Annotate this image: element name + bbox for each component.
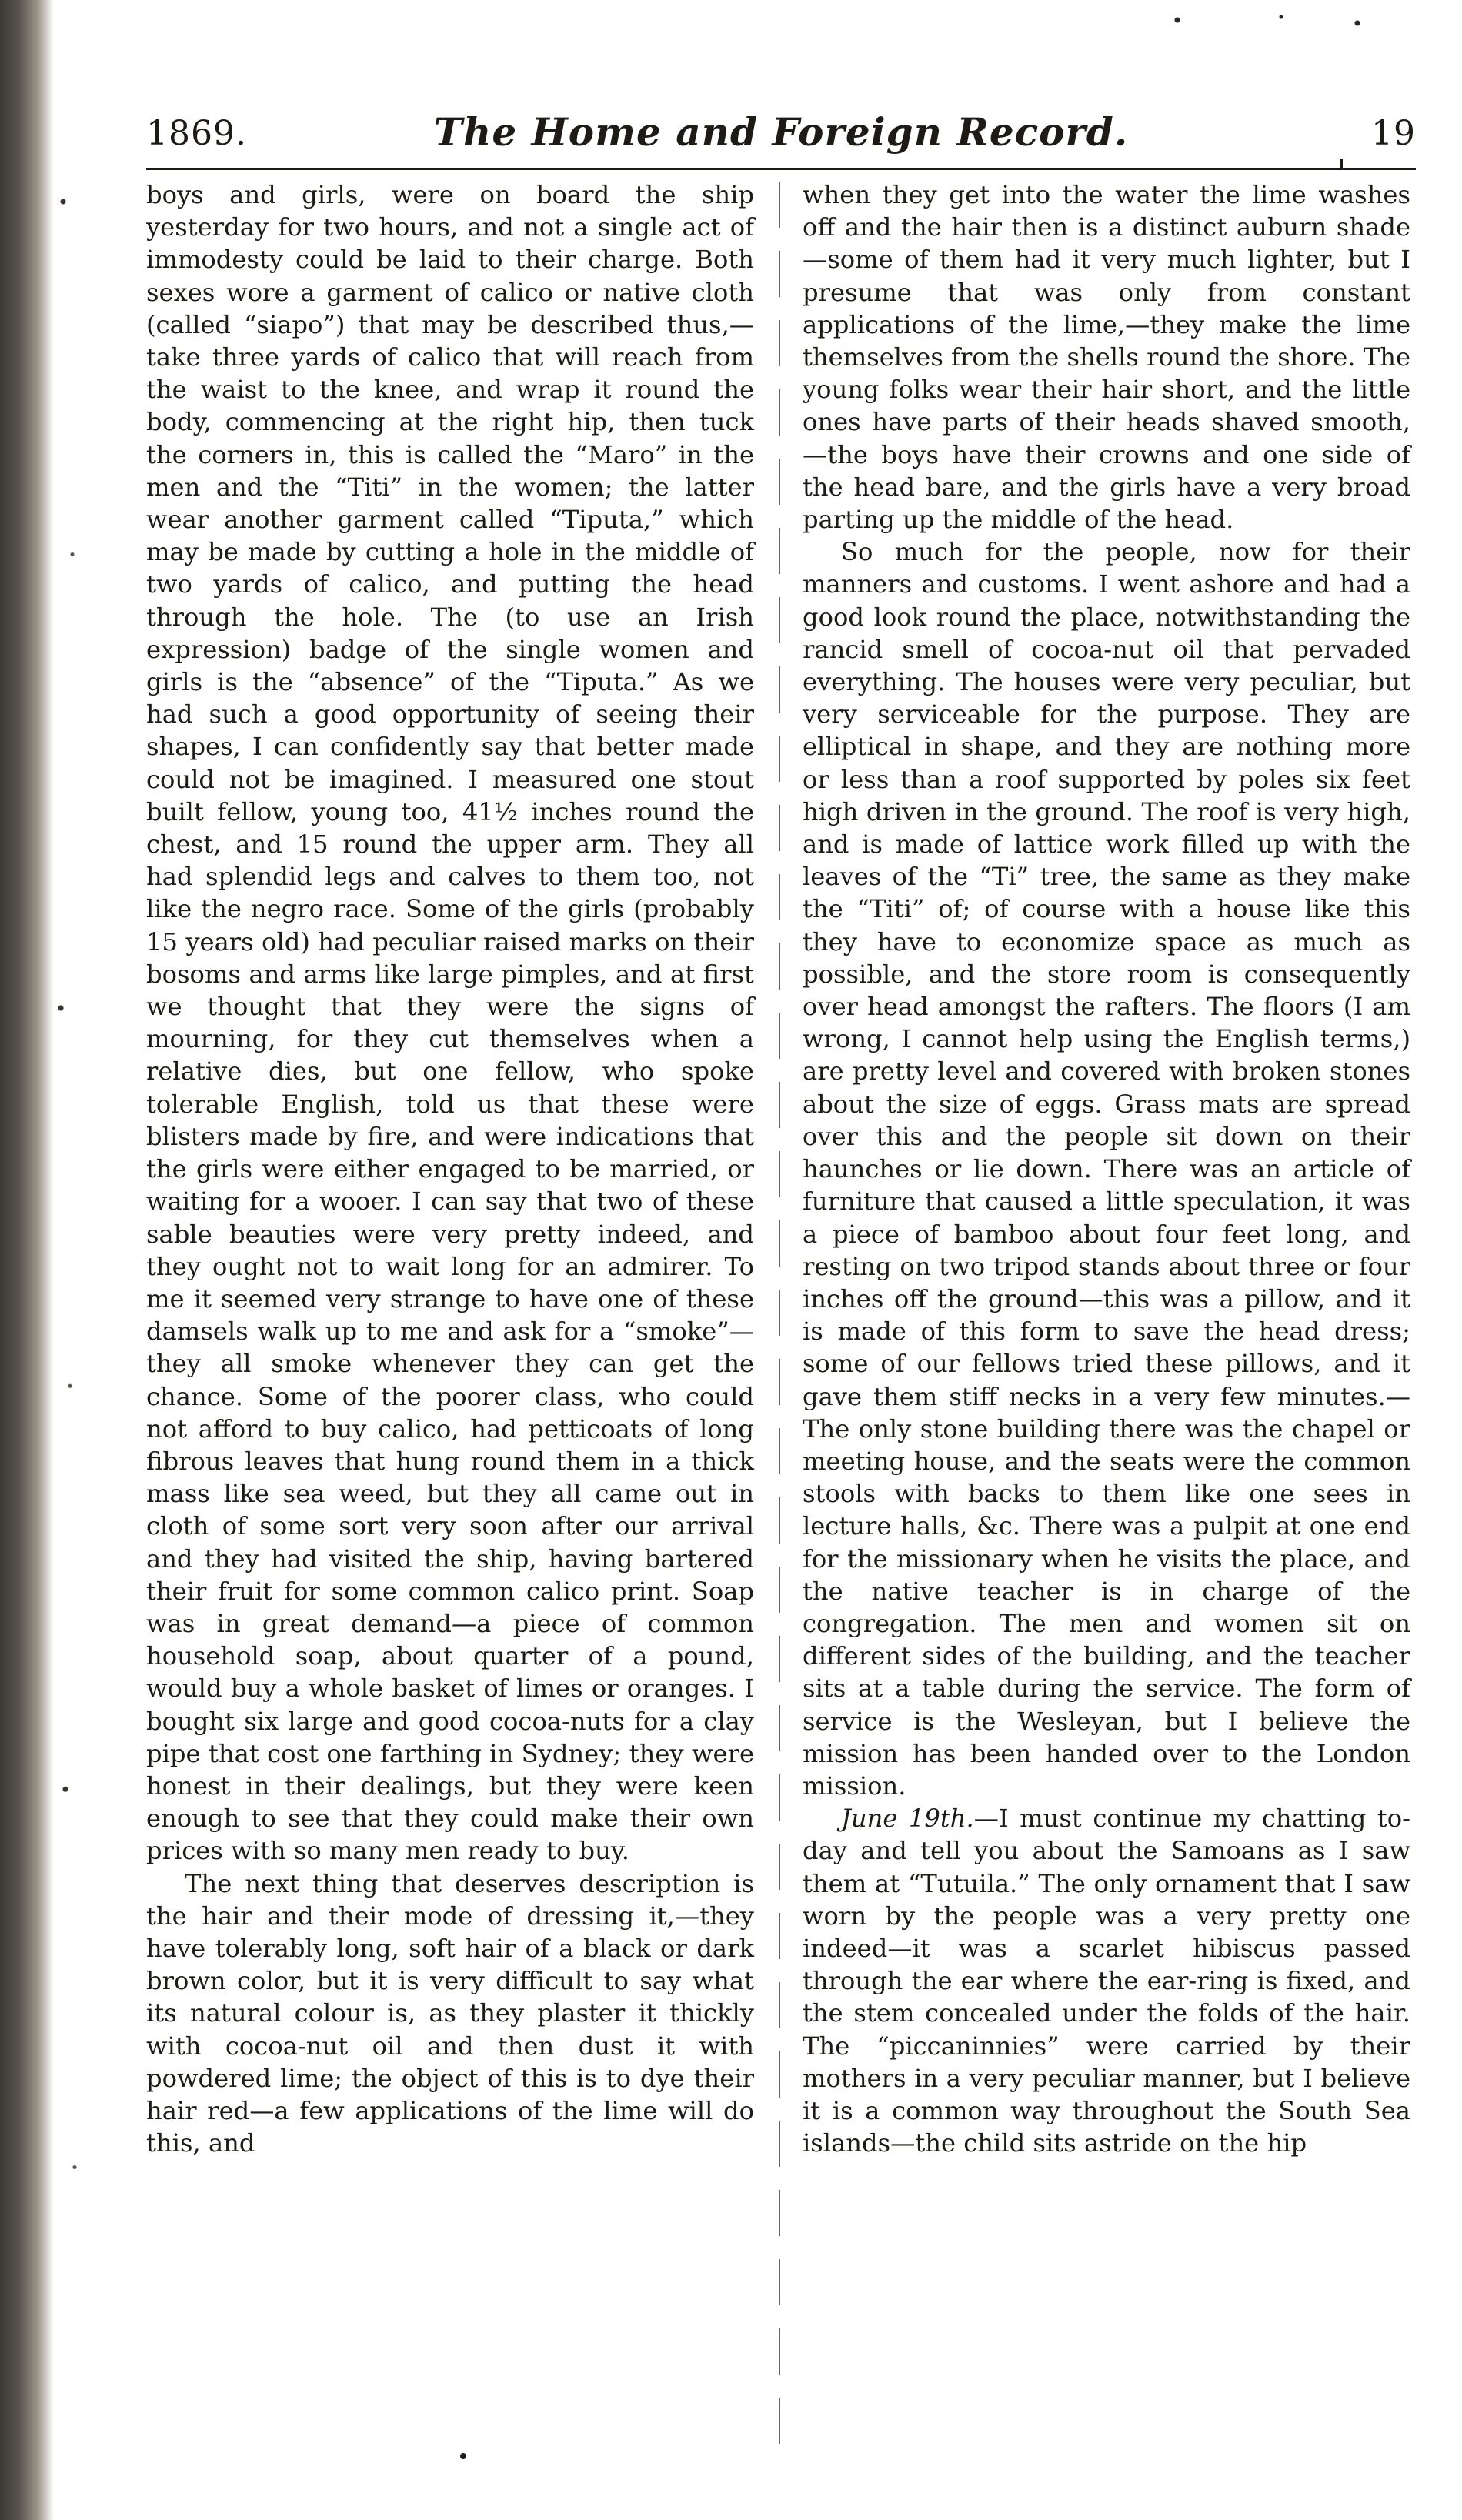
right-column <box>803 179 1410 2159</box>
left-paragraph-1: boys and girls, were on board the ship yesterday for two hours, and not a single act of immodesty could be laid to their charge. Both sexes wore a garment of calico or native cloth (called “siapo”) that may be described thus,—take three yards of calico that will reach from the waist to the knee, and wrap it round the body, commencing at the right hip, then tuck the corners in, this is called the “Maro” in the men and the “Titi” in the women; the latter wear another garment called “Tiputa,” which may be made by cutting a hole in the middle of two yards of calico, and putting the head through the hole. The (to use an Irish expression) badge of the single women and girls is the “absence” of the “Tiputa.” As we had such a good opportunity of seeing their shapes, I can confidently say that better made could not be imagined. I measured one stout built fellow, young too, 41½ inches round the chest, and 15 round the upper arm. They all had splendid legs and calves to them too, not like the negro race. Some of the girls (probably 15 years old) had peculiar raised marks on their bosoms and arms like large pimples, and at first we thought that they were the signs of mourning, for they cut themselves when a relative dies, but one fellow, who spoke tolerable English, told us that these were blisters made by fire, and were indications that the girls were either engaged to be married, or waiting for a wooer. I can say that two of these sable beauties were very pretty indeed, and they ought not to wait long for an admirer. To me it seemed very strange to have one of these damsels walk up to me and ask for a “smoke”—they all smoke whenever they can get the chance. Some of the poorer class, who could not afford to buy calico, had petticoats of long fibrous leaves that hung round them in a thick mass like sea weed, but they all came out in cloth of some sort very soon after our arrival and they had visited the ship, having bartered their fruit for some common calico print. Soap was in great demand—a piece of common household soap, about quarter of a pound, would buy a whole basket of limes or oranges. I bought six large and good cocoa-nuts for a clay pipe that cost one farthing in Sydney; they were honest in their dealings, but they were keen enough to see that they could make their own prices with so many men ready to buy. <box>146 180 754 1866</box>
column-rule <box>779 182 780 2459</box>
dated-entry-text: —I must continue my chatting to-day and tell you about the Samoans as I saw them at “Tutuila.” The only ornament that I saw worn by the people was a very pretty one indeed—it was a scarlet hibiscus passed through the ear where the ear-ring is fixed, and the stem concealed under the folds of the hair. The “piccaninnies” were carried by their mothers in a very peculiar manner, but I believe it is a common way throughout the South Sea islands—the child sits astride on the hip <box>803 1804 1410 2158</box>
header-year: 1869. <box>146 114 247 153</box>
header-rule-tick <box>1340 159 1343 169</box>
running-head <box>146 106 1416 168</box>
header-page-number: 19 <box>1371 114 1416 153</box>
right-paragraph-3 <box>803 1802 1410 2159</box>
footer-dot <box>460 2453 466 2459</box>
right-paragraph-2: So much for the people, now for their manners and customs. I went ashore and had a good look round the place, notwithstanding the rancid smell of cocoa-nut oil that pervaded everything. The houses were very peculiar, but very serviceable for the purpose. They are elliptical in shape, and they are nothing more or less than a roof supported by poles six feet high driven in the ground. The roof is very high, and is made of lattice work filled up with the leaves of the “Ti” tree, the same as they make the “Titi” of; of course with a house like this they have to economize space as much as possible, and the store room is consequently over head amongst the rafters. The floors (I am wrong, I cannot help using the English terms,) are pretty level and covered with broken stones about the size of eggs. Grass mats are spread over this and the people sit down on their haunches or lie down. There was an article of furniture that caused a little speculation, it was a piece of bamboo about four feet long, and resting on two tripod stands about three or four inches off the ground—this was a pillow, and it is made of this form to save the head dress; some of our fellows tried these pillows, and it gave them stiff necks in a very few minutes.—The only stone building there was the chapel or meeting house, and the seats were the common stools with backs to them like one sees in lecture halls, &c. There was a pulpit at one end for the missionary when he visits the place, and the native teacher is in charge of the congregation. The men and women sit on different sides of the building, and the teacher sits at a table during the service. The form of service is the Wesleyan, but I believe the mission has been handed over to the London mission. <box>803 537 1410 1801</box>
right-paragraph-1: when they get into the water the lime washes off and the hair then is a distinct auburn shade—some of them had it very much lighter, but I presume that was only from constant applications of the lime,—they make the lime themselves from the shells round the shore. The young folks wear their hair short, and the little ones have parts of their heads shaved smooth,—the boys have their crowns and one side of the head bare, and the girls have a very broad parting up the middle of the head. <box>803 180 1410 535</box>
left-paragraph-2: The next thing that deserves description is the hair and their mode of dressing it,—they have tolerably long, soft hair of a black or dark brown color, but it is very difficult to say what its natural colour is, as they plaster it thickly with cocoa-nut oil and then dust it with powdered lime; the object of this is to dye their hair red—a few applications of the lime will do this, and <box>146 1868 754 2158</box>
dated-entry-label: June 19th. <box>841 1804 974 1834</box>
top-specks <box>1154 8 1385 38</box>
header-title: The Home and Foreign Record. <box>433 109 1129 155</box>
header-rule <box>146 168 1416 170</box>
left-column <box>146 179 754 2159</box>
binding-gutter-shadow <box>0 0 54 2520</box>
gutter-specks <box>54 0 100 2520</box>
